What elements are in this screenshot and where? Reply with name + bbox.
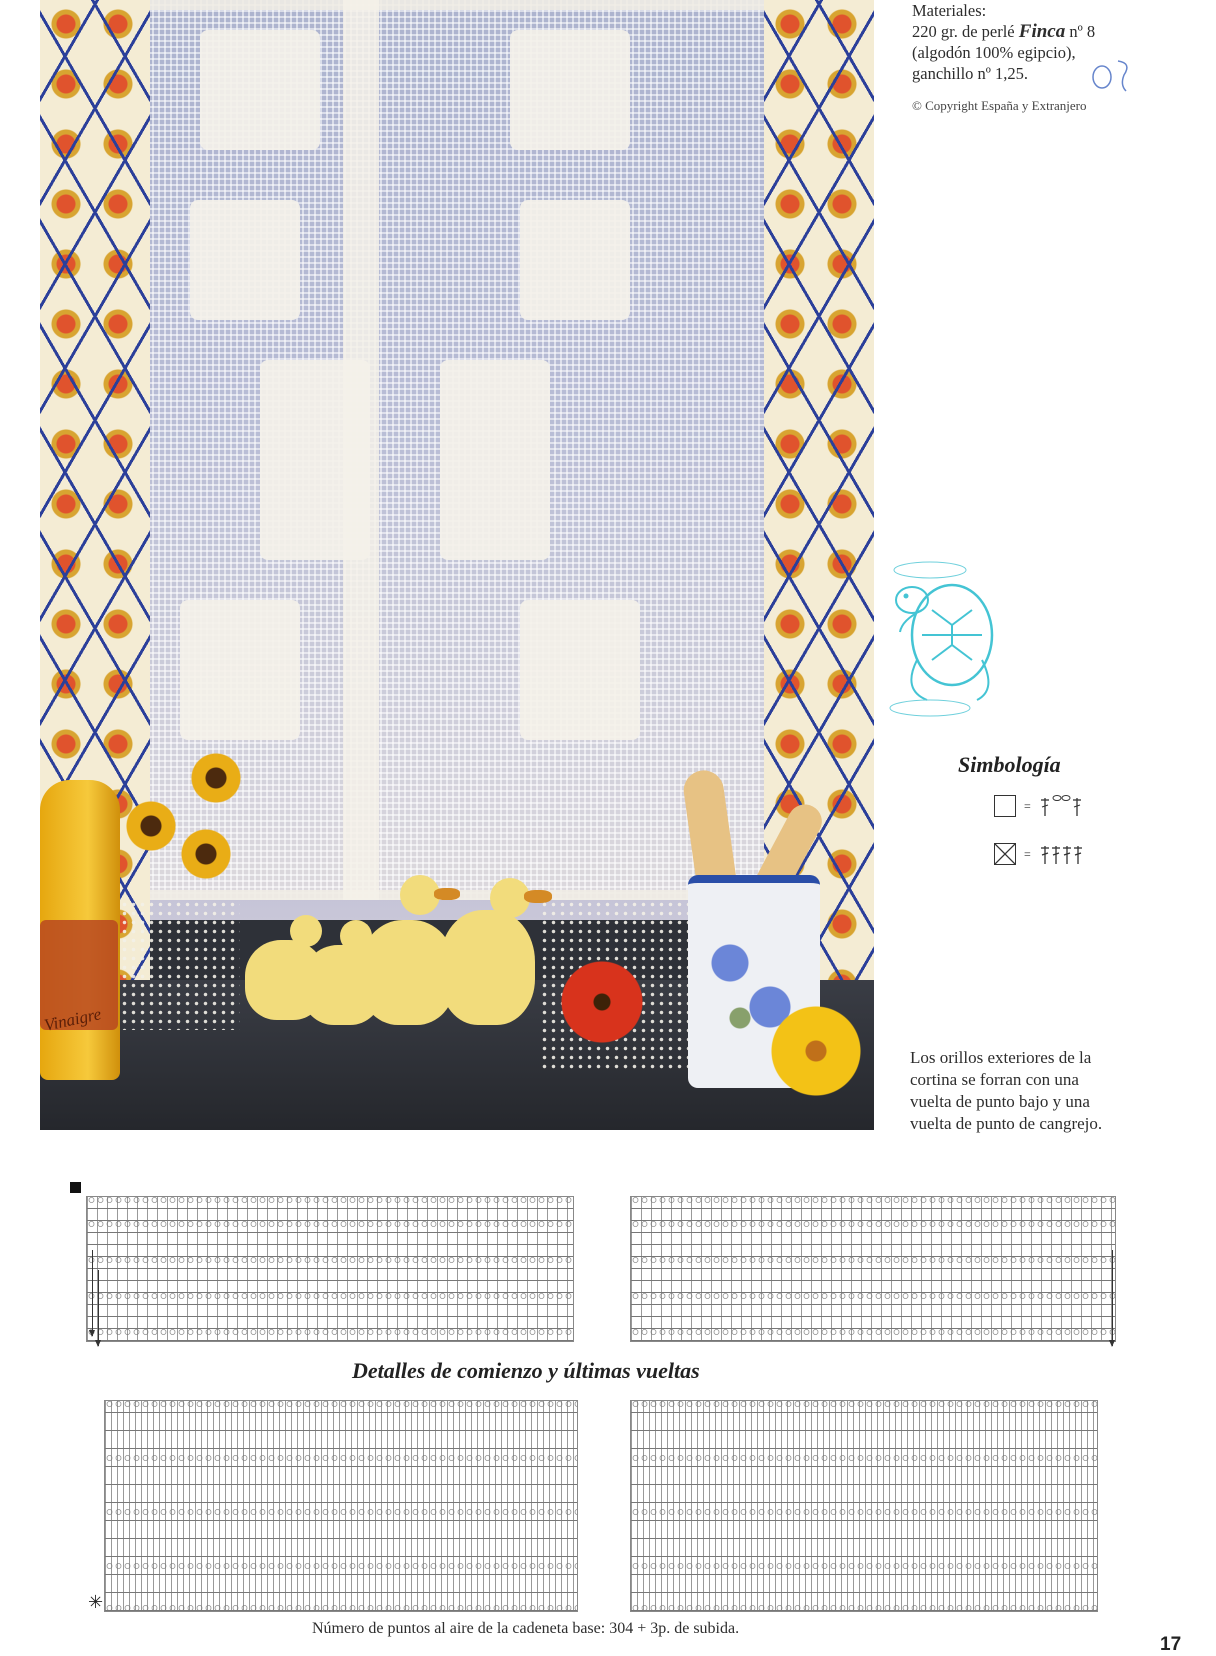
chain-row xyxy=(105,1455,577,1461)
double-crochet-chain-icon xyxy=(1039,794,1085,818)
duck-head xyxy=(290,915,322,947)
turtle-stamp xyxy=(872,550,1002,720)
chain-row xyxy=(105,1605,577,1611)
legend-title: Simbología xyxy=(958,752,1061,777)
babys-breath xyxy=(120,900,240,1030)
yarn-number: nº 8 xyxy=(1065,22,1096,41)
chain-row xyxy=(105,1563,577,1569)
four-double-crochet-icon xyxy=(1039,842,1085,866)
lace-flower-motif xyxy=(520,600,640,740)
finishing-note xyxy=(910,1047,1162,1135)
chain-row xyxy=(105,1509,577,1515)
lace-bird-motif xyxy=(260,360,370,560)
crossed-square-icon xyxy=(994,843,1016,865)
note-line: vuelta de punto de cangrejo. xyxy=(910,1114,1103,1133)
chain-row xyxy=(87,1257,573,1263)
page-number: 17 xyxy=(1160,1634,1182,1655)
sunflower xyxy=(125,800,177,852)
row-arrow xyxy=(98,1270,99,1346)
lace-flower-motif xyxy=(190,200,300,320)
chain-row xyxy=(87,1329,573,1335)
note-line: vuelta de punto bajo y una xyxy=(910,1092,1090,1111)
chain-row xyxy=(631,1257,1115,1263)
chain-row xyxy=(631,1329,1115,1335)
yellow-gerbera xyxy=(770,1005,862,1097)
red-gerbera xyxy=(560,960,644,1044)
start-star-icon: ✳ xyxy=(88,1592,104,1613)
lace-flower-motif xyxy=(520,200,630,320)
lace-flower-motif xyxy=(510,30,630,150)
duck-beak xyxy=(434,888,460,900)
lace-bird-motif xyxy=(440,360,550,560)
chain-row xyxy=(631,1293,1115,1299)
bottle-label-text: Vinaigre xyxy=(42,1004,103,1035)
empty-square-icon xyxy=(994,795,1016,817)
legend-row-filled-square xyxy=(994,842,1085,866)
materials-heading: Materiales: xyxy=(912,1,987,20)
chain-row xyxy=(87,1293,573,1299)
duck-figurine xyxy=(440,910,535,1025)
crochet-chart-top-right xyxy=(630,1196,1116,1342)
note-line: cortina se forran con una xyxy=(910,1070,1079,1089)
chain-row xyxy=(105,1401,577,1407)
chain-row xyxy=(631,1563,1097,1569)
sunflower xyxy=(180,828,232,880)
chain-row xyxy=(631,1509,1097,1515)
curtain-photo xyxy=(40,0,874,1130)
chain-row xyxy=(631,1197,1115,1203)
row-arrow xyxy=(92,1250,93,1336)
legend-equals: = xyxy=(1024,798,1031,813)
chain-row xyxy=(631,1605,1097,1611)
copyright-notice: © Copyright España y Extranjero xyxy=(912,98,1087,113)
materials-fiber: (algodón 100% egipcio), xyxy=(912,43,1076,62)
chain-row xyxy=(87,1221,573,1227)
legend-row-empty-square xyxy=(994,794,1085,818)
charts-section-title: Detalles de comienzo y últimas vueltas xyxy=(352,1358,700,1383)
chain-row xyxy=(87,1197,573,1203)
start-square-marker xyxy=(70,1182,81,1193)
chain-row xyxy=(631,1455,1097,1461)
lace-flower-motif xyxy=(180,600,300,740)
chain-row xyxy=(631,1221,1115,1227)
handwritten-scribble xyxy=(1088,55,1138,95)
materials-hook: ganchillo nº 1,25. xyxy=(912,64,1029,83)
legend-equals: = xyxy=(1024,846,1031,861)
lace-flower-motif xyxy=(200,30,320,150)
yarn-amount: 220 gr. de perlé xyxy=(912,22,1019,41)
materials-block xyxy=(912,0,1202,84)
sunflower xyxy=(190,752,242,804)
crochet-chart-bottom-left xyxy=(104,1400,578,1612)
crochet-chart-top-left xyxy=(86,1196,574,1342)
materials-yarn xyxy=(912,21,1202,42)
crochet-chart-bottom-right xyxy=(630,1400,1098,1612)
row-arrow xyxy=(1112,1250,1113,1346)
note-line: Los orillos exteriores de la xyxy=(910,1048,1092,1067)
yarn-brand: Finca xyxy=(1018,21,1066,42)
base-chain-note: Número de puntos al aire de la cadeneta base: 304 + 3p. de subida. xyxy=(312,1620,740,1637)
chain-row xyxy=(631,1401,1097,1407)
